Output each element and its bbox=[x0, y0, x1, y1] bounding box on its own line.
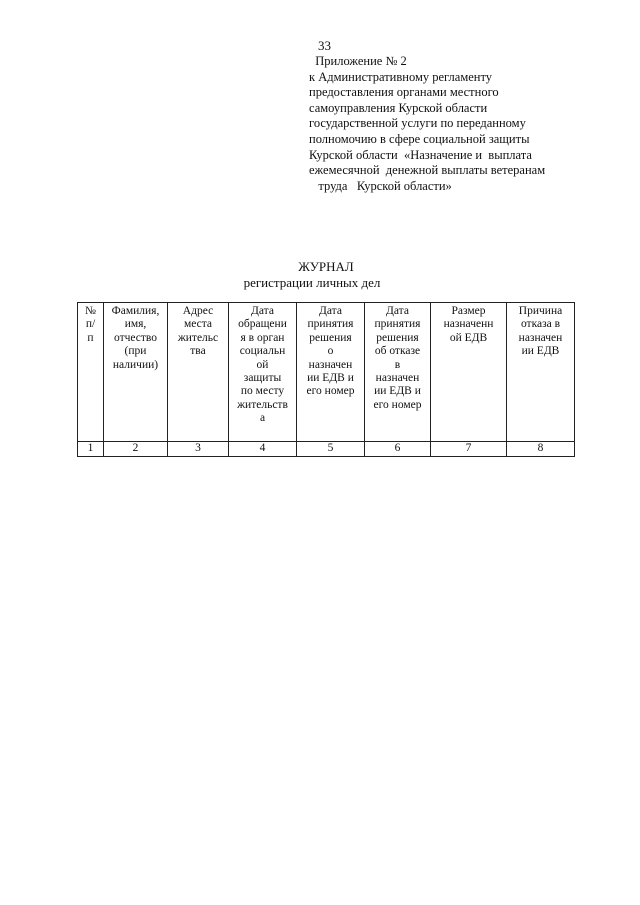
journal-title-block bbox=[0, 259, 640, 291]
journal-subtitle: регистрации личных дел bbox=[243, 275, 381, 290]
column-number-cell: 1 bbox=[78, 442, 104, 457]
column-number-row bbox=[78, 442, 575, 457]
appendix-line: полномочию в сфере социальной защиты bbox=[309, 131, 530, 146]
appendix-header bbox=[309, 54, 609, 194]
header-cell-full-name: Фамилия, имя, отчество (при наличии) bbox=[104, 303, 168, 442]
header-cell-refusal-reason: Причина отказа в назначен ии ЕДВ bbox=[507, 303, 575, 442]
header-cell-number: № п/ п bbox=[78, 303, 104, 442]
appendix-line: государственной услуги по переданному bbox=[309, 116, 526, 131]
header-cell-assignment-decision-date: Дата принятия решения о назначен ии ЕДВ и его номер bbox=[297, 303, 365, 442]
registry-table bbox=[77, 302, 575, 457]
table-header-row bbox=[78, 303, 575, 442]
appendix-line: труда Курской области» bbox=[309, 178, 452, 193]
header-cell-payment-amount: Размер назначенн ой ЕДВ bbox=[431, 303, 507, 442]
column-number-cell: 4 bbox=[229, 442, 297, 457]
appendix-line: предоставления органами местного bbox=[309, 85, 499, 100]
header-cell-application-date: Дата обращени я в орган социальн ой защиты по месту жительств а bbox=[229, 303, 297, 442]
column-number-cell: 7 bbox=[431, 442, 507, 457]
column-number-cell: 6 bbox=[365, 442, 431, 457]
appendix-line: Приложение № 2 bbox=[309, 54, 407, 68]
column-number-cell: 2 bbox=[104, 442, 168, 457]
appendix-line: самоуправления Курской области bbox=[309, 100, 488, 115]
column-number-cell: 3 bbox=[168, 442, 229, 457]
journal-title: ЖУРНАЛ bbox=[298, 259, 354, 274]
appendix-line: Курской области «Назначение и выплата bbox=[309, 147, 532, 162]
header-cell-refusal-decision-date: Дата принятия решения об отказе в назначен ии ЕДВ и его номер bbox=[365, 303, 431, 442]
appendix-line: ежемесячной денежной выплаты ветеранам bbox=[309, 163, 546, 178]
column-number-cell: 5 bbox=[297, 442, 365, 457]
appendix-line: к Административному регламенту bbox=[309, 69, 493, 84]
page-number: 33 bbox=[318, 38, 331, 53]
column-number-cell: 8 bbox=[507, 442, 575, 457]
header-cell-address: Адрес места жительс тва bbox=[168, 303, 229, 442]
